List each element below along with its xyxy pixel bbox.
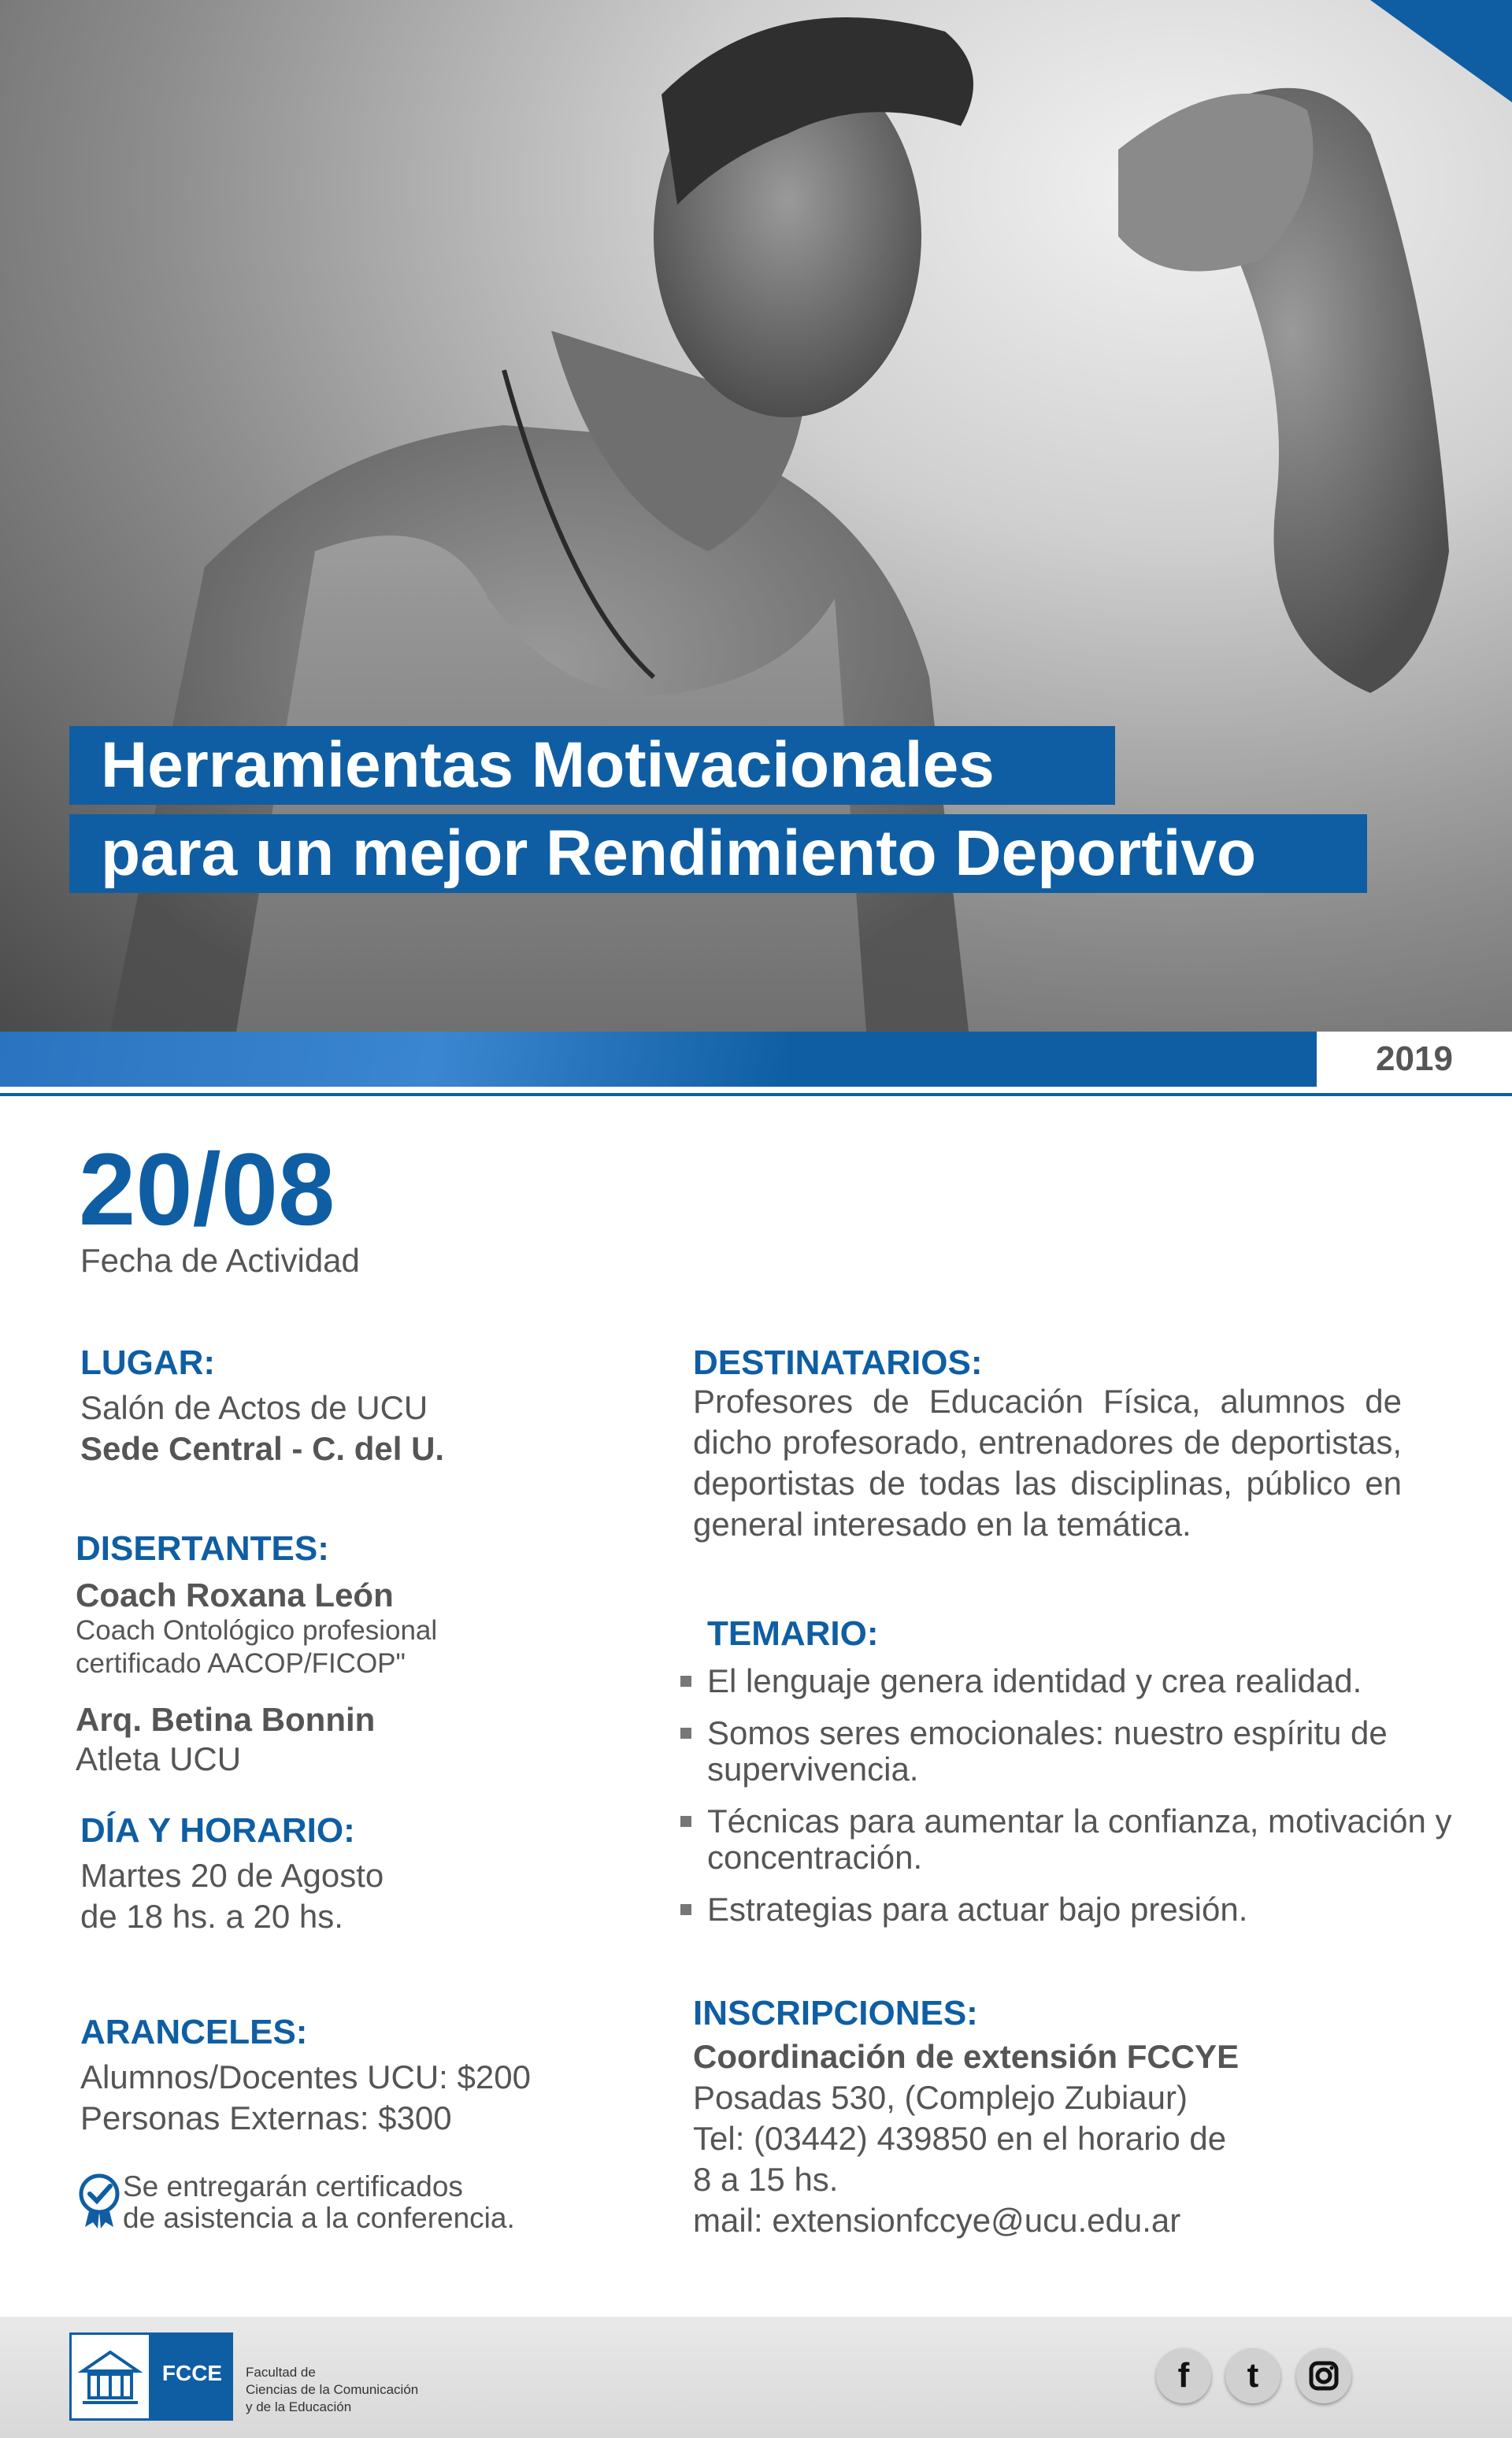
blue-stripe-highlight: [0, 1032, 788, 1087]
speaker-2-name: Arq. Betina Bonnin: [76, 1701, 376, 1738]
event-date: 20/08: [79, 1132, 335, 1247]
temario-item: Técnicas para aumentar la confianza, motivación y concentración.: [679, 1803, 1455, 1876]
speaker-1-desc-1: Coach Ontológico profesional: [76, 1615, 438, 1646]
temario-heading: TEMARIO:: [707, 1614, 879, 1653]
logo-house-icon: [69, 2332, 151, 2421]
speaker-1-name: Coach Roxana León: [76, 1577, 394, 1614]
event-date-label: Fecha de Actividad: [80, 1242, 360, 1279]
inscripciones-line-4: 8 a 15 hs.: [693, 2161, 839, 2198]
title-line-1: Herramientas Motivacionales: [69, 726, 1115, 805]
year-label: 2019: [1376, 1039, 1453, 1078]
logo-caption-2: Ciencias de la Comunicación: [246, 2382, 419, 2397]
certificate-note-line-1: Se entregarán certificados: [123, 2170, 463, 2203]
temario-item: Estrategias para actuar bajo presión.: [679, 1891, 1455, 1928]
speaker-2-desc: Atleta UCU: [76, 1740, 242, 1777]
speaker-1-desc-2: certificado AACOP/FICOP": [76, 1648, 406, 1679]
inscripciones-line-3: Tel: (03442) 439850 en el horario de: [693, 2120, 1227, 2157]
aranceles-line-1: Alumnos/Docentes UCU: $200: [80, 2058, 531, 2095]
instagram-icon[interactable]: [1296, 2348, 1351, 2403]
lugar-line-2: Sede Central - C. del U.: [80, 1430, 445, 1467]
temario-list: [679, 1663, 1455, 1943]
temario-item: El lenguaje genera identidad y crea realidad.: [679, 1663, 1455, 1699]
temario-item: Somos seres emocionales: nuestro espíritu de supervivencia.: [679, 1715, 1455, 1788]
lugar-line-1: Salón de Actos de UCU: [80, 1389, 428, 1426]
logo-caption-3: y de la Educación: [246, 2399, 352, 2414]
hero-banner: [0, 0, 1512, 1032]
lugar-heading: LUGAR:: [80, 1343, 216, 1382]
logo-caption-1: Facultad de: [246, 2365, 316, 2380]
inscripciones-line-1: Coordinación de extensión FCCYE: [693, 2038, 1240, 2075]
title-line-2: para un mejor Rendimiento Deportivo: [69, 814, 1367, 893]
inscripciones-email[interactable]: mail: extensionfccye@ucu.edu.ar: [693, 2202, 1181, 2239]
destinatarios-text: Profesores de Educación Física, alumnos de dicho profesorado, entrenadores de deportistas, deportistas de todas las disciplinas, público en general interesado en la temática.: [693, 1383, 1402, 1543]
inscripciones-heading: INSCRIPCIONES:: [693, 1994, 978, 2032]
corner-accent: [1370, 0, 1512, 102]
horario-line-2: de 18 hs. a 20 hs.: [80, 1898, 343, 1935]
inscripciones-line-2: Posadas 530, (Complejo Zubiaur): [693, 2079, 1188, 2116]
twitter-icon[interactable]: t: [1225, 2348, 1280, 2403]
facebook-icon[interactable]: f: [1156, 2348, 1211, 2403]
disertantes-heading: DISERTANTES:: [76, 1529, 329, 1568]
horario-line-1: Martes 20 de Agosto: [80, 1857, 384, 1894]
certificate-note-line-2: de asistencia a la conferencia.: [123, 2202, 515, 2234]
aranceles-heading: ARANCELES:: [80, 2013, 308, 2051]
divider-line: [0, 1093, 1512, 1096]
logo-text: FCCE: [161, 2361, 223, 2385]
certificate-check-icon: [79, 2173, 120, 2229]
destinatarios-heading: DESTINATARIOS:: [693, 1343, 983, 1382]
horario-heading: DÍA Y HORARIO:: [80, 1811, 355, 1850]
aranceles-line-2: Personas Externas: $300: [80, 2099, 452, 2136]
